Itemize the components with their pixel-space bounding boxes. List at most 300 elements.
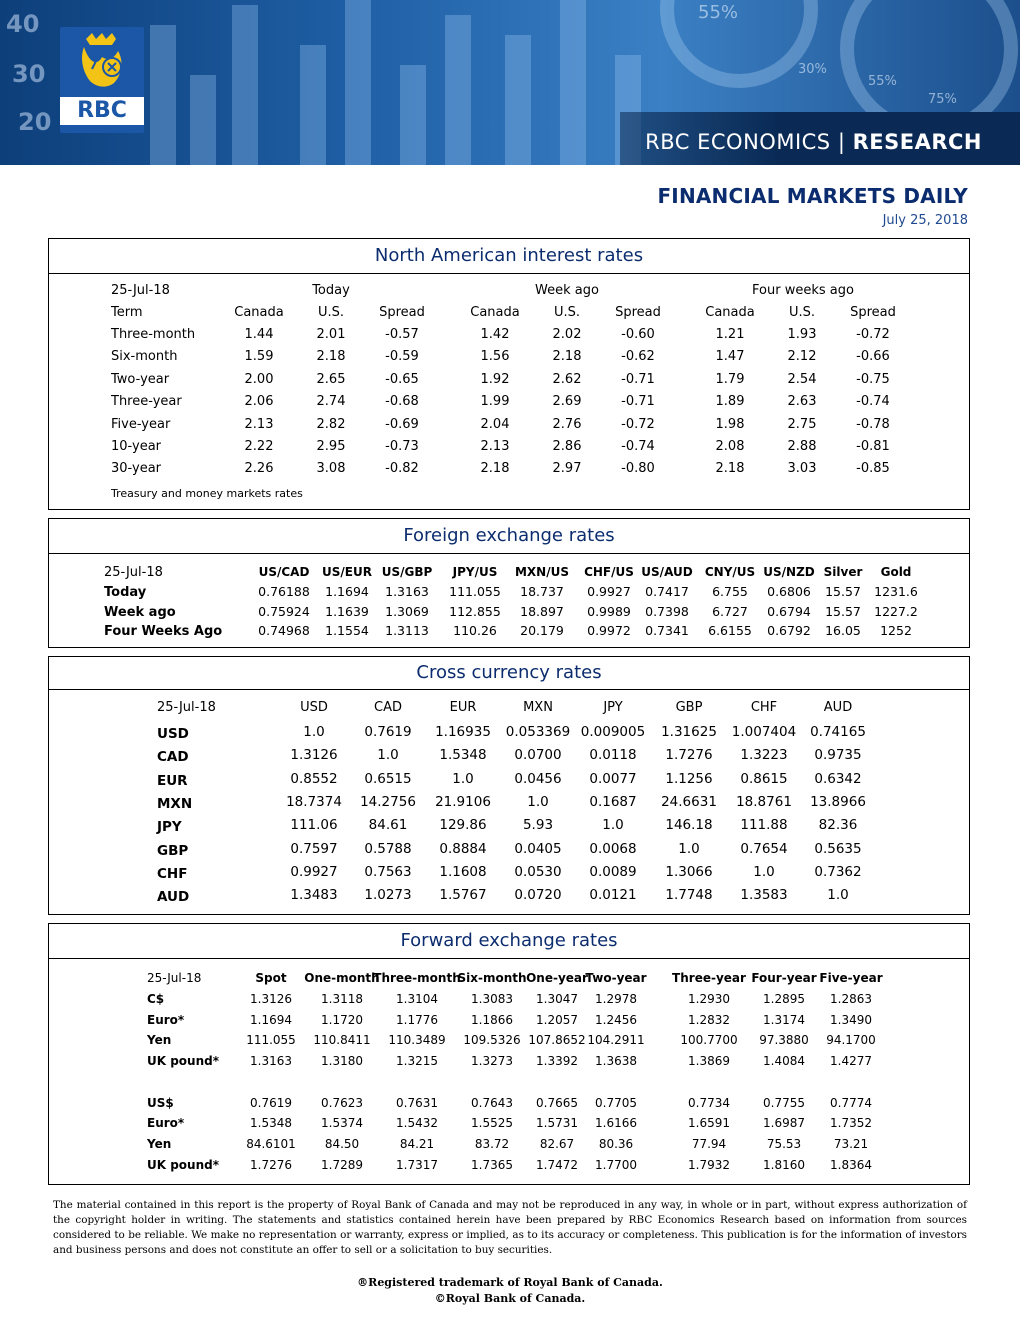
table-cell: 0.9927 [587, 584, 631, 599]
column-header: Canada [705, 305, 755, 320]
table-cell: 0.7631 [396, 1095, 438, 1110]
table-cell: -0.66 [856, 349, 890, 365]
table-cell: 110.26 [453, 623, 497, 638]
table-cell: 2.26 [244, 461, 274, 477]
table-cell: 1.3215 [396, 1054, 438, 1069]
table-cell: 0.0077 [589, 770, 637, 787]
table-cell: -0.80 [621, 461, 655, 477]
row-label: UK pound* [147, 1054, 220, 1069]
column-header: US/GBP [381, 565, 433, 579]
column-header: USD [300, 700, 328, 715]
table-cell: 146.18 [665, 817, 713, 834]
column-group-header: Four weeks ago [752, 283, 854, 298]
table-cell: 0.0068 [589, 840, 637, 857]
forward-rates-table [49, 959, 969, 1185]
table-cell: 3.03 [787, 461, 817, 477]
table-cell: 75.53 [766, 1136, 802, 1151]
table-cell: 111.06 [290, 817, 338, 834]
table-cell: 0.009005 [580, 724, 646, 740]
column-header: EUR [449, 700, 477, 715]
lion-crest-icon [72, 31, 130, 91]
table-cell: 82.67 [539, 1136, 575, 1151]
table-cell: 0.7341 [645, 623, 689, 638]
fx-rates-table [49, 554, 969, 648]
table-cell: 0.7597 [290, 840, 338, 857]
table-cell: 0.5635 [814, 840, 862, 857]
table-cell: 1.8160 [763, 1157, 805, 1172]
column-header: Canada [234, 305, 284, 320]
row-label: AUD [157, 889, 190, 906]
row-label: CHF [157, 865, 188, 882]
table-cell: -0.68 [385, 394, 419, 410]
table-cell: 1.98 [715, 416, 745, 432]
column-header: Spread [379, 305, 425, 320]
table-cell: -0.81 [856, 439, 890, 454]
table-cell: 2.82 [316, 416, 346, 432]
table-cell: 1.5767 [439, 887, 487, 904]
table-cell: 84.21 [399, 1136, 435, 1151]
interest-rates-date: 25-Jul-18 [111, 283, 170, 298]
table-cell: -0.74 [856, 394, 890, 410]
table-cell: 0.7774 [830, 1095, 872, 1110]
table-cell: 21.9106 [435, 793, 491, 810]
table-cell: 1.21 [715, 327, 745, 342]
table-cell: 1.1554 [325, 623, 369, 638]
fx-rates-title: Foreign exchange rates [49, 519, 969, 554]
table-cell: 2.08 [715, 439, 745, 454]
table-cell: 1.3223 [740, 747, 788, 764]
table-cell: 3.08 [316, 461, 346, 477]
copyright-notice: ©Royal Bank of Canada. [434, 1292, 586, 1305]
table-cell: 6.6155 [708, 623, 752, 638]
column-header: MXN [523, 700, 553, 715]
forward-rates-panel [48, 923, 970, 1185]
table-cell: 18.737 [520, 584, 564, 599]
column-header: Gold [880, 565, 912, 579]
column-header: US/EUR [322, 565, 372, 579]
table-cell: 1.42 [480, 327, 510, 342]
column-group-header: Week ago [535, 283, 599, 298]
table-cell: -0.71 [621, 394, 655, 410]
row-label: CAD [157, 749, 189, 766]
legal-disclaimer: The material contained in this report is the property of Royal Bank of Canada and may not be reproduced in any way, in whole or in part, without express authorization of the copyright holder in writing. The statements and statistics contained herein have been prepared by RBC Economics Research based on information from sources considered to be reliable. We make no representation or warranty, express or implied, as to its accuracy or completeness. This publication is for the information of investors and business persons and does not constitute an offer to sell or a solicitation to buy securities. [53, 1199, 967, 1256]
table-cell: 109.5326 [463, 1033, 521, 1048]
table-cell: 2.18 [316, 349, 346, 365]
banner-decor-number: 40 [6, 10, 40, 38]
table-cell: 112.855 [449, 603, 501, 619]
table-cell: 80.36 [598, 1136, 634, 1151]
table-cell: 1.44 [244, 327, 274, 342]
table-cell: 1.3113 [385, 623, 429, 638]
table-cell: -0.72 [621, 416, 655, 432]
table-cell: 84.50 [324, 1136, 360, 1151]
column-header: CAD [374, 700, 402, 715]
table-cell: 18.897 [520, 603, 564, 619]
table-cell: 0.8884 [439, 840, 487, 857]
table-cell: -0.85 [856, 461, 890, 477]
row-label: Two-year [111, 371, 170, 387]
forward-rates-title: Forward exchange rates [49, 924, 969, 959]
table-cell: 2.18 [715, 461, 745, 477]
table-cell: 2.86 [552, 439, 582, 454]
row-label: UK pound* [147, 1157, 220, 1172]
row-label: US$ [147, 1095, 174, 1110]
table-cell: 110.8411 [313, 1033, 371, 1048]
row-label: GBP [157, 842, 189, 859]
column-header: CHF [750, 700, 778, 715]
cross-rates-title: Cross currency rates [49, 657, 969, 690]
row-label: Yen [147, 1136, 172, 1151]
table-cell: 2.74 [316, 394, 346, 410]
row-label: Three-year [111, 394, 182, 410]
row-label: USD [157, 726, 189, 742]
table-cell: 77.94 [691, 1136, 727, 1151]
row-label: C$ [147, 992, 165, 1006]
table-cell: 1.0 [303, 724, 325, 740]
column-header: Four-year [751, 971, 817, 985]
series-title-left: RBC ECONOMICS [645, 130, 831, 154]
table-cell: 2.12 [787, 349, 817, 365]
cross-rates-table [49, 690, 969, 915]
row-label: Five-year [111, 416, 171, 432]
table-cell: -0.60 [621, 327, 655, 342]
table-cell: 1.5374 [321, 1116, 363, 1131]
table-cell: 83.72 [474, 1136, 510, 1151]
table-cell: 2.18 [552, 349, 582, 365]
table-cell: 0.053369 [505, 724, 571, 740]
column-header: One-month [304, 971, 380, 985]
row-label: Three-month [111, 327, 196, 342]
row-label: Yen [147, 1033, 172, 1048]
document-date: July 25, 2018 [882, 213, 968, 228]
table-cell: 2.65 [316, 371, 346, 387]
banner-decor-bar [150, 25, 176, 165]
banner-decor-bar [232, 5, 258, 165]
table-cell: 1.2863 [830, 992, 872, 1006]
column-header: MXN/US [514, 565, 570, 579]
table-cell: 0.7623 [321, 1095, 363, 1110]
table-cell: -0.69 [385, 416, 419, 432]
table-cell: 1.3174 [763, 1012, 805, 1027]
table-cell: 111.88 [740, 817, 788, 834]
column-header: Three-year [672, 971, 746, 985]
table-cell: 2.75 [787, 416, 817, 432]
row-label: Week ago [104, 604, 176, 620]
table-cell: 1.16935 [435, 724, 491, 740]
table-cell: 2.62 [552, 371, 582, 387]
table-cell: 0.0405 [514, 840, 562, 857]
table-cell: 0.7734 [688, 1095, 730, 1110]
table-cell: 1.3583 [740, 887, 788, 904]
table-cell: 1.3104 [396, 992, 438, 1006]
table-cell: 1.3126 [290, 747, 338, 764]
column-header: Term [111, 305, 143, 320]
table-cell: 1.2895 [763, 992, 805, 1006]
table-cell: -0.59 [385, 349, 419, 365]
table-cell: 0.1687 [589, 793, 637, 810]
column-header: U.S. [317, 305, 345, 320]
table-cell: 1.3180 [321, 1054, 363, 1069]
banner-decor-ring [660, 0, 818, 88]
table-cell: 111.055 [246, 1033, 296, 1048]
row-label: Euro* [147, 1012, 185, 1027]
banner-decor-bar [190, 75, 216, 165]
column-header: Spot [255, 971, 287, 985]
table-cell: 1.0 [527, 793, 549, 810]
table-cell: 1.6591 [688, 1116, 730, 1131]
table-cell: 1.4084 [763, 1054, 805, 1069]
column-header: CHF/US [584, 565, 634, 579]
column-header: US/AUD [641, 565, 693, 579]
fx-rates-panel [48, 518, 970, 648]
table-cell: 18.7374 [286, 793, 342, 810]
table-cell: 2.06 [244, 394, 274, 410]
table-cell: 0.7665 [536, 1095, 578, 1110]
banner-decor-number: 20 [18, 108, 52, 136]
table-cell: 107.8652 [528, 1033, 586, 1048]
interest-rates-title: North American interest rates [49, 239, 969, 274]
table-cell: 104.2911 [587, 1033, 645, 1048]
table-cell: 1.3163 [385, 584, 429, 599]
banner-decor-percent: 30% [798, 62, 827, 77]
table-cell: 1.0 [602, 817, 624, 834]
table-cell: 1.6166 [595, 1116, 637, 1131]
table-cell: 1.2456 [595, 1012, 637, 1027]
table-cell: 0.74968 [258, 623, 310, 638]
document-title: FINANCIAL MARKETS DAILY [657, 184, 968, 208]
table-cell: -0.57 [385, 327, 419, 342]
table-cell: 0.7619 [364, 724, 412, 740]
table-cell: 1.7276 [665, 747, 713, 764]
table-cell: 1.007404 [731, 724, 797, 740]
table-cell: 84.61 [368, 817, 408, 834]
table-cell: 1.99 [480, 394, 510, 410]
forward-rates-date: 25-Jul-18 [147, 971, 202, 985]
table-cell: 1.7748 [665, 887, 713, 904]
column-header: Silver [823, 565, 863, 579]
series-title [645, 130, 982, 154]
table-cell: 1.0 [827, 887, 849, 904]
table-cell: 0.8552 [290, 770, 338, 787]
table-cell: 1.3126 [250, 992, 292, 1006]
table-cell: 2.69 [552, 394, 582, 410]
table-cell: 0.7417 [645, 584, 689, 599]
table-cell: 2.13 [480, 439, 510, 454]
row-label: MXN [157, 795, 193, 812]
table-cell: 1.1608 [439, 863, 487, 880]
table-cell: 18.8761 [736, 793, 792, 810]
table-cell: 0.7619 [250, 1095, 292, 1110]
table-cell: 1.2057 [536, 1012, 578, 1027]
interest-rates-panel [48, 238, 970, 510]
rbc-logo [60, 27, 144, 133]
fx-rates-date: 25-Jul-18 [104, 565, 163, 580]
table-cell: 2.22 [244, 439, 274, 454]
table-cell: 1.79 [715, 371, 745, 387]
table-cell: 1.5432 [396, 1116, 438, 1131]
table-cell: 0.9972 [587, 623, 631, 638]
table-cell: 1.4277 [830, 1054, 872, 1069]
table-cell: 129.86 [439, 817, 487, 834]
row-label: EUR [157, 772, 188, 789]
table-cell: 1.1866 [471, 1012, 513, 1027]
table-cell: 1.1694 [325, 584, 369, 599]
column-header: Canada [470, 305, 520, 320]
table-cell: 111.055 [449, 584, 501, 599]
table-cell: 0.9735 [814, 747, 862, 764]
table-cell: 1.31625 [661, 724, 717, 740]
table-cell: 2.95 [316, 439, 346, 454]
table-cell: 1.1720 [321, 1012, 363, 1027]
table-cell: 0.5788 [364, 840, 412, 857]
column-header: Six-month [457, 971, 527, 985]
column-header: U.S. [788, 305, 816, 320]
table-cell: 1.3083 [471, 992, 513, 1006]
banner-decor-percent: 55% [698, 2, 739, 23]
table-cell: 2.63 [787, 394, 817, 410]
table-cell: 1.59 [244, 349, 274, 365]
table-cell: 2.00 [244, 371, 274, 387]
table-cell: -0.72 [856, 327, 890, 342]
table-cell: 1231.6 [874, 584, 918, 599]
banner-decor-bar [345, 0, 371, 165]
table-cell: 1.0 [678, 840, 700, 857]
table-cell: 0.6515 [364, 770, 412, 787]
table-cell: 1.3069 [385, 603, 429, 619]
table-cell: 1.3118 [321, 992, 363, 1006]
table-cell: 0.0118 [589, 747, 637, 764]
column-header: US/CAD [258, 565, 310, 579]
table-cell: 1.3163 [250, 1054, 292, 1069]
table-cell: 94.1700 [826, 1033, 876, 1048]
table-cell: 0.7643 [471, 1095, 513, 1110]
column-header: US/NZD [763, 565, 815, 579]
table-cell: 1227.2 [874, 603, 918, 619]
table-cell: 1.1694 [250, 1012, 292, 1027]
series-title-separator: | [837, 130, 846, 154]
table-cell: -0.73 [385, 439, 419, 454]
table-cell: 1.6987 [763, 1116, 805, 1131]
table-cell: 0.6806 [767, 584, 811, 599]
table-cell: 1.5731 [536, 1116, 578, 1131]
column-header: JPY [603, 700, 623, 715]
table-cell: 5.93 [522, 817, 554, 834]
table-cell: 0.7362 [814, 863, 862, 880]
table-cell: 1.1776 [396, 1012, 438, 1027]
banner-decor-number: 30 [12, 60, 46, 88]
banner-decor-bar [400, 65, 426, 165]
table-cell: 0.9989 [587, 603, 631, 619]
table-cell: 16.05 [825, 623, 861, 638]
table-cell: 20.179 [520, 623, 564, 638]
column-header: Five-year [819, 971, 883, 985]
table-cell: 1.0 [753, 863, 775, 880]
table-cell: 0.7398 [645, 603, 689, 619]
row-label: 30-year [111, 461, 162, 477]
banner-decor-percent: 55% [868, 74, 897, 89]
table-cell: 1.3869 [688, 1054, 730, 1069]
table-cell: 2.02 [552, 327, 582, 342]
rbc-wordmark: RBC [60, 97, 144, 125]
column-header: CNY/US [704, 565, 756, 579]
column-header: Three-month [373, 971, 461, 985]
table-cell: 1252 [880, 623, 912, 638]
table-cell: 2.01 [316, 327, 346, 342]
table-cell: 1.8364 [830, 1157, 872, 1172]
row-label: 10-year [111, 439, 162, 454]
table-cell: 110.3489 [388, 1033, 446, 1048]
table-cell: 100.7700 [680, 1033, 738, 1048]
table-cell: 1.0 [452, 770, 474, 787]
table-cell: 1.3047 [536, 992, 578, 1006]
table-cell: 1.89 [715, 394, 745, 410]
table-cell: 2.76 [552, 416, 582, 432]
column-header: JPY/US [452, 565, 498, 579]
table-cell: 1.7317 [396, 1157, 438, 1172]
table-cell: 1.7365 [471, 1157, 513, 1172]
table-cell: 0.7705 [595, 1095, 637, 1110]
table-cell: -0.74 [621, 439, 655, 454]
table-cell: 1.5348 [250, 1116, 292, 1131]
table-cell: 2.97 [552, 461, 582, 477]
table-cell: -0.75 [856, 371, 890, 387]
row-label: Today [104, 585, 147, 600]
table-cell: 1.93 [787, 327, 817, 342]
trademark-notice: ®Registered trademark of Royal Bank of Canada. [357, 1276, 663, 1289]
table-cell: 1.2930 [688, 992, 730, 1006]
row-label: Euro* [147, 1116, 185, 1131]
table-cell: 1.7352 [830, 1116, 872, 1131]
banner-decor-bar [560, 0, 586, 165]
table-cell: 1.7276 [250, 1157, 292, 1172]
table-cell: 0.7755 [763, 1095, 805, 1110]
table-cell: 0.6342 [814, 770, 862, 787]
table-cell: 0.8615 [740, 770, 788, 787]
table-cell: 1.2978 [595, 992, 637, 1006]
table-cell: 1.47 [715, 349, 745, 365]
table-cell: 13.8966 [810, 793, 866, 810]
table-cell: 1.3490 [830, 1012, 872, 1027]
banner-decor-bar [300, 45, 326, 165]
table-cell: 14.2756 [360, 793, 416, 810]
banner-decor-bar [505, 35, 531, 165]
column-header: U.S. [553, 305, 581, 320]
column-header: GBP [675, 700, 703, 715]
table-cell: 0.0089 [589, 863, 637, 880]
table-cell: 24.6631 [661, 793, 717, 810]
table-cell: 2.13 [244, 416, 274, 432]
table-cell: 0.0121 [589, 887, 637, 904]
table-cell: 6.727 [712, 603, 748, 619]
series-title-right: RESEARCH [852, 130, 982, 154]
table-cell: 1.2832 [688, 1012, 730, 1027]
table-cell: 1.7472 [536, 1157, 578, 1172]
banner-decor-percent: 75% [928, 92, 957, 107]
table-cell: 0.9927 [290, 863, 338, 880]
table-cell: 1.1639 [325, 603, 369, 619]
table-cell: 1.0273 [364, 887, 412, 904]
header-banner [0, 0, 1020, 165]
table-cell: -0.65 [385, 371, 419, 387]
row-label: JPY [157, 819, 182, 836]
table-cell: 2.18 [480, 461, 510, 477]
table-cell: 1.5348 [439, 747, 487, 764]
table-cell: 82.36 [818, 817, 858, 834]
column-header: Spread [850, 305, 896, 320]
banner-decor-bar [445, 15, 471, 165]
row-label: Six-month [111, 349, 178, 365]
table-cell: 1.3483 [290, 887, 338, 904]
